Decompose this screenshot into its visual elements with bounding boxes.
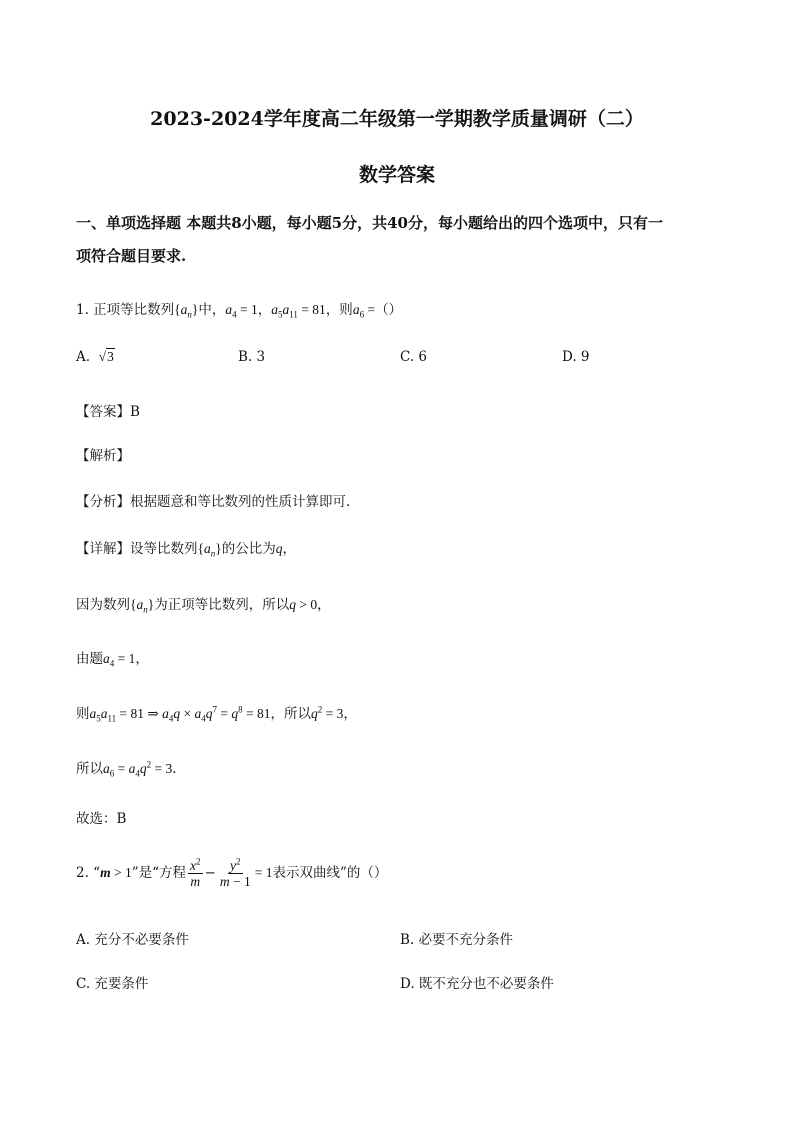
q2-option-a: A. 充分不必要条件 — [76, 932, 189, 948]
q1-option-a: A. √3 — [76, 349, 114, 365]
q1-stem-mid: 中， — [198, 302, 226, 318]
q1-choose: 故选：B — [76, 811, 127, 827]
q1-option-b: B. 3 — [238, 349, 266, 365]
q1-therefore: 所以$a_6 = a_4q^2 = 3$. — [76, 759, 177, 779]
section-heading-line2: 项符合题目要求. — [76, 247, 187, 265]
q2-option-d: D. 既不充分也不必要条件 — [400, 976, 554, 992]
q1-cond-product: $a_5a_{11} = 81$ — [271, 302, 326, 320]
q2-option-c: C. 充要条件 — [76, 976, 149, 992]
q2-stem: 2. “m > 1”是“方程 $\frac{x^2}{m}$ − $\frac{y^2}{m - 1}$ = 1表示双曲线”的（） — [76, 856, 388, 889]
q1-target: $a_6$ = — [352, 302, 376, 320]
q1-seq-formula: $\{a_n\}$ — [174, 302, 199, 320]
q1-stem-end: ，则 — [325, 302, 353, 318]
q2-fraction-y: $\frac{y^2}{m - 1}$ — [219, 856, 251, 889]
q1-because: 因为数列$\{a_n\}$为正项等比数列，所以q > 0， — [76, 597, 331, 615]
q1-given: 由题$a_4 = 1$， — [76, 651, 149, 669]
q1-analysis-heading: 【解析】 — [76, 448, 130, 464]
q1-detail: 【详解】设等比数列$\{a_n\}$的公比为q， — [76, 541, 296, 559]
q1-stem: 1. 正项等比数列$\{a_n\}$中，$a_4 = 1$，$a_5a_{11} = 81$，则$a_6$ =（） — [76, 302, 403, 320]
q1-answer: 【答案】B — [76, 404, 140, 420]
q1-option-c: C. 6 — [400, 349, 428, 365]
q1-option-d: D. 9 — [562, 349, 590, 365]
q1-derivation: 则$a_5a_{11} = 81$ ⇒ $a_4q \times a_4q^7 = q^8 = 81$，所以$q^2 = 3$， — [76, 704, 357, 724]
section-heading-line1: 一、单项选择题 本题共8小题，每小题5分，共40分，每小题给出的四个选项中，只有一 — [76, 214, 663, 232]
q1-stem-prefix: 1. 正项等比数列 — [76, 302, 175, 318]
q1-cond-a4: $a_4 = 1$ — [225, 302, 258, 320]
q2-option-b: B. 必要不充分条件 — [400, 932, 514, 948]
page-title: 2023-2024学年度高二年级第一学期教学质量调研（二） — [150, 108, 644, 130]
q2-condition: m > 1 — [100, 865, 132, 880]
sqrt-icon: √3 — [98, 349, 114, 364]
q1-fenxi: 【分析】根据题意和等比数列的性质计算即可. — [76, 494, 351, 510]
q2-fraction-x: $\frac{x^2}{m}$ — [190, 856, 201, 889]
q1-stem-tail: （） — [375, 302, 403, 318]
page-subtitle: 数学答案 — [358, 164, 435, 186]
